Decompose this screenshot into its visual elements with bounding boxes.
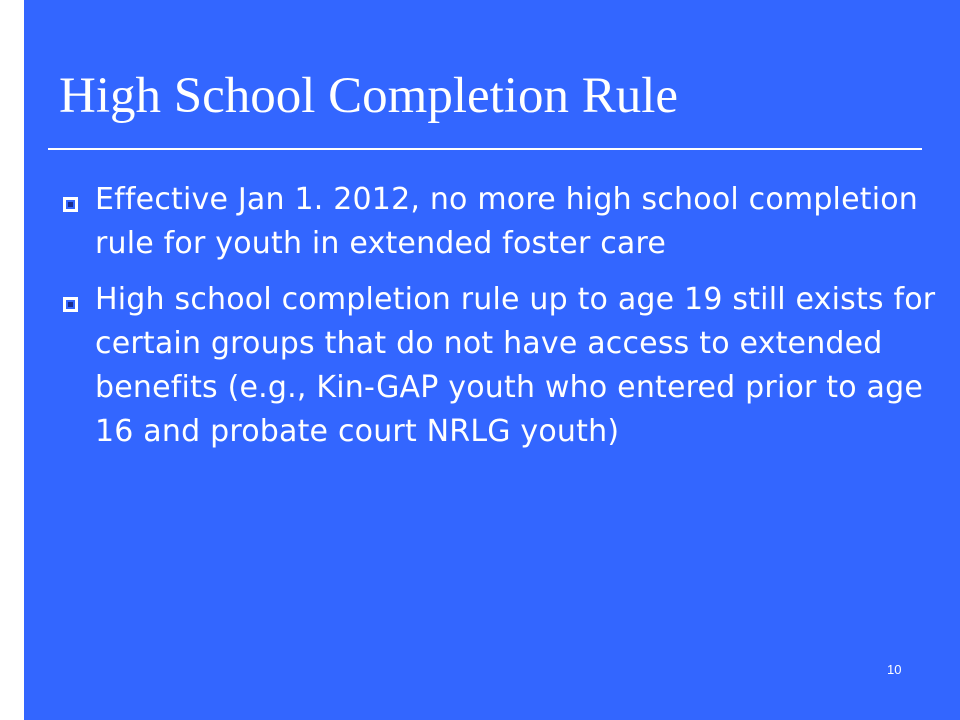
bullet-item [59, 278, 939, 454]
page-number: 10 [887, 662, 902, 677]
square-bullet-icon [63, 297, 78, 312]
slide [24, 0, 960, 720]
bullet-text: High school completion rule up to age 19 still exists for certain groups that do not have access to extended benefits (e.g., Kin-GAP youth who entered prior to age 16 and probate court NRLG youth) [95, 282, 936, 449]
bullet-item [59, 178, 939, 266]
slide-title: High School Completion Rule [59, 68, 679, 124]
square-bullet-icon [63, 197, 78, 212]
bullet-text: Effective Jan 1. 2012, no more high school completion rule for youth in extended foster care [95, 182, 919, 261]
title-divider [48, 148, 922, 150]
bullet-list [59, 178, 939, 466]
